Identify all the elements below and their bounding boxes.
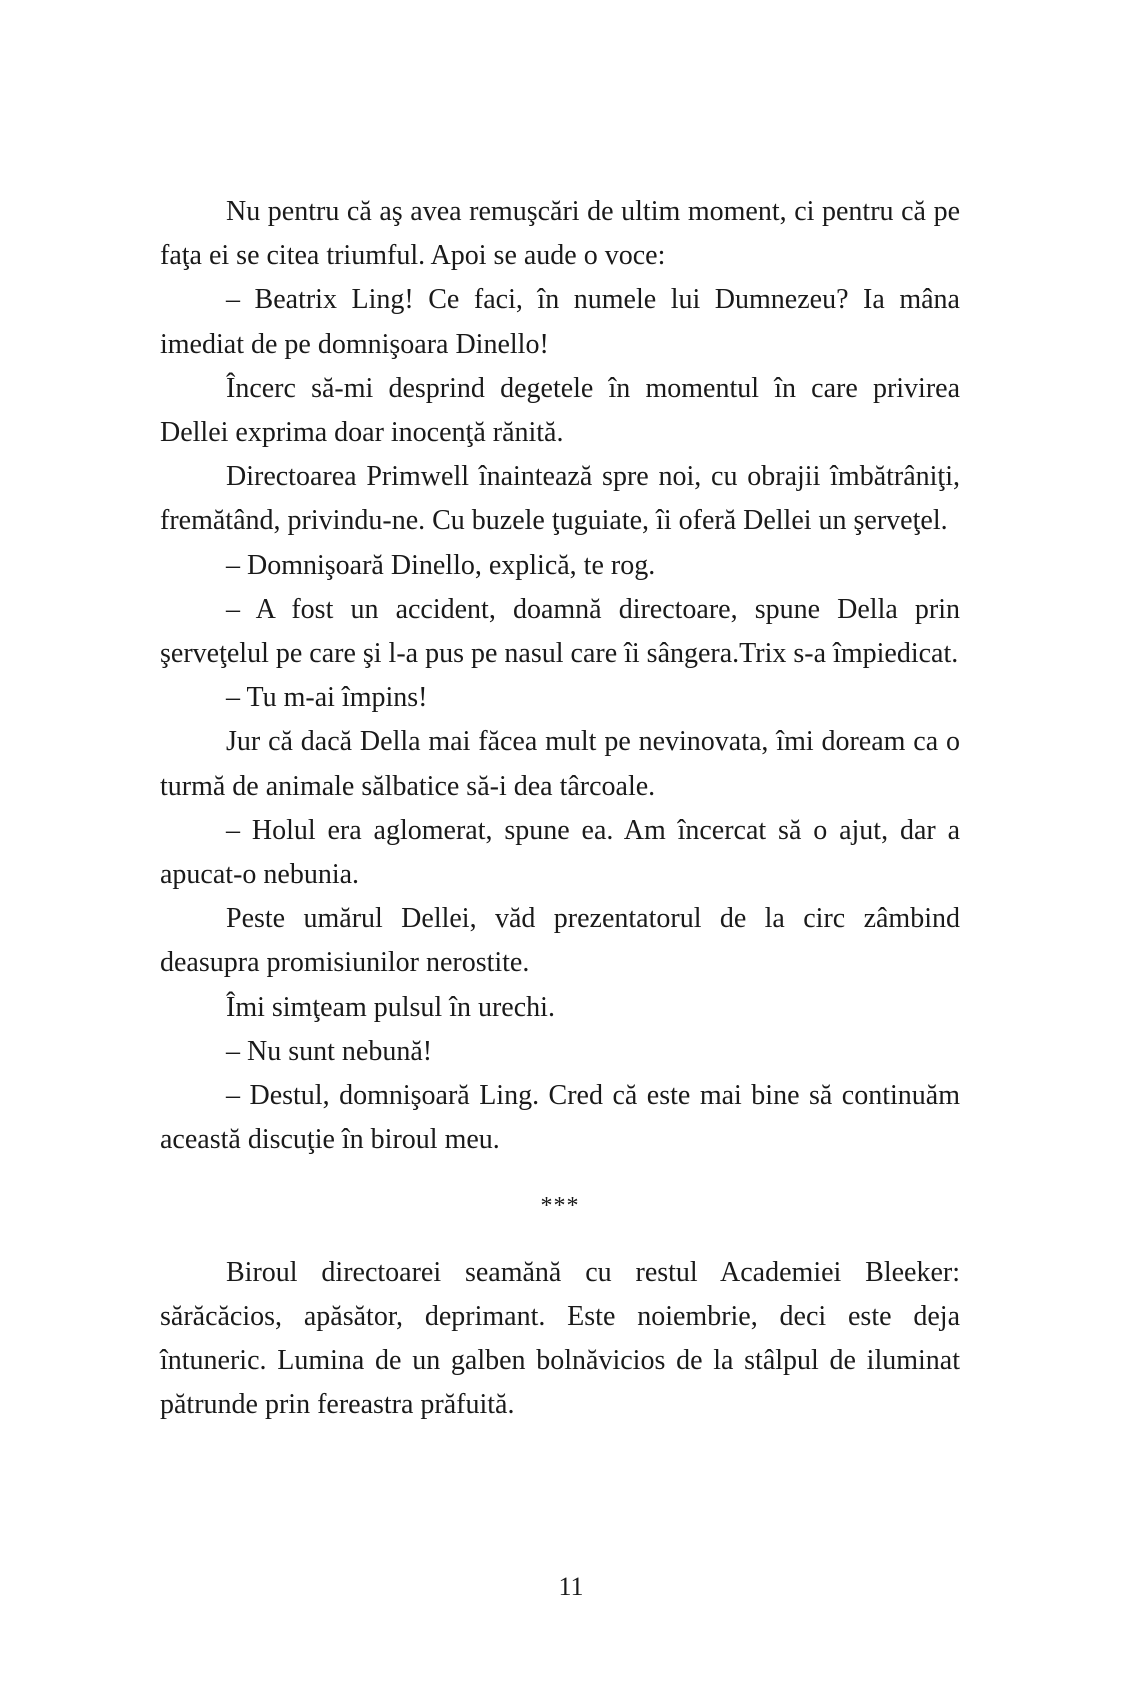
page-body — [160, 190, 960, 1427]
paragraph: Biroul directoarei seamănă cu restul Academiei Bleeker: sărăcăcios, apăsător, deprimant. Este noiembrie, deci este deja întuneric. Lumina de un galben bolnăvicios de la stâlpul de iluminat pătrunde prin fereastra prăfuită. — [160, 1256, 960, 1421]
paragraph: – A fost un accident, doamnă directoare, spune Della prin şerveţelul pe care şi l-a pus pe nasul care îi sângera.Trix s-a împiedicat. — [160, 593, 960, 670]
paragraph: – Domnişoară Dinello, explică, te rog. — [226, 549, 656, 581]
paragraph: Directoarea Primwell înaintează spre noi, cu obrajii îmbătrâniţi, fremătând, privindu-ne. Cu buzele ţuguiate, îi oferă Dellei un şerveţel. — [160, 461, 960, 537]
paragraph: Nu pentru că aş avea remuşcări de ultim moment, ci pentru că pe faţa ei se citea triumful. Apoi se aude o voce: — [160, 196, 960, 272]
paragraph: – Holul era aglomerat, spune ea. Am încercat să o ajut, dar a apucat-o nebunia. — [160, 814, 960, 891]
paragraph: Încerc să-mi desprind degetele în momentul în care privirea Dellei exprima doar inocenţă rănită. — [160, 372, 960, 449]
paragraph: – Beatrix Ling! Ce faci, în numele lui Dumnezeu? Ia mâna imediat de pe domnişoara Dinello! — [160, 284, 960, 360]
section-separator: *** — [540, 1193, 580, 1220]
paragraph: – Nu sunt nebună! — [226, 1035, 433, 1067]
paragraph: Îmi simţeam pulsul în urechi. — [226, 991, 555, 1023]
paragraph: – Tu m-ai împins! — [226, 682, 428, 714]
page-number: 11 — [558, 1572, 584, 1601]
paragraph: – Destul, domnişoară Ling. Cred că este mai bine să continuăm această discuţie în biroul meu. — [160, 1080, 960, 1156]
paragraph: Peste umărul Dellei, văd prezentatorul de la circ zâmbind deasupra promisiunilor nerostite. — [160, 903, 960, 979]
paragraph: Jur că dacă Della mai făcea mult pe nevinovata, îmi doream ca o turmă de animale sălbatice să-i dea târcoale. — [160, 726, 960, 802]
